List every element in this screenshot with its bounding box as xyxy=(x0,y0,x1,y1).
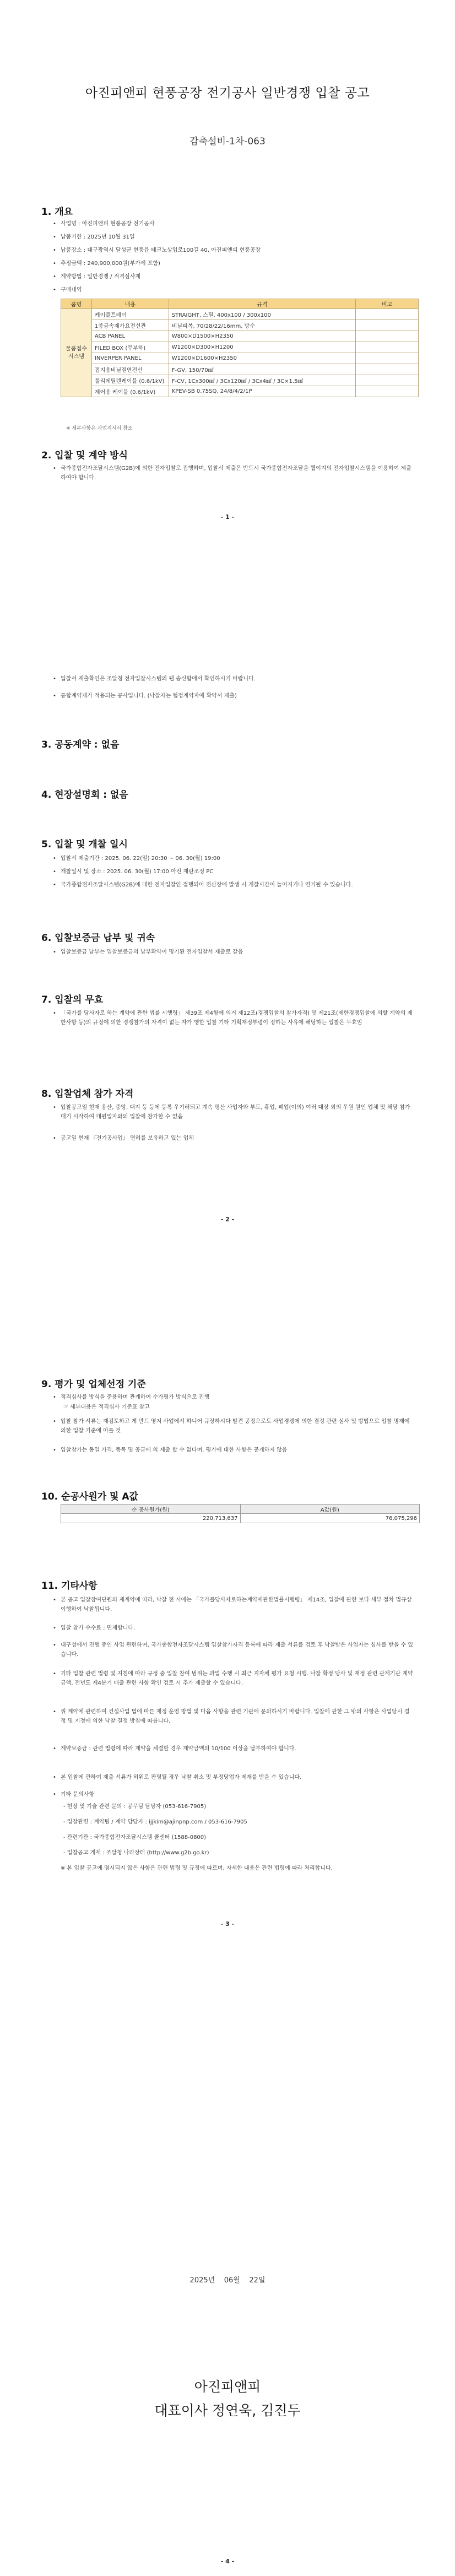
row-content: ACB PANEL xyxy=(91,331,169,342)
s11-item-6: • 계약보증금 : 관련 법령에 따라 계약을 체결할 경우 계약금액의 10/100 이상을 납부하여야 합니다. xyxy=(61,1744,413,1754)
row-content: 제어용 케이블 (0.6/1kV) xyxy=(91,386,169,397)
purchase-table xyxy=(61,299,419,397)
s11-item-4: • 기타 입찰 관련 법령 및 지침에 따라 규정 중 입찰 참여 범위는 과업 수행 시 최근 지자체 평가 요청 시행. 낙찰 확정 당사 및 재정 관련 관계기관 계약금액, 전년도 제4분기 매출 관련 사항 확인 검토 시 추가 제출할 수 있습니다. xyxy=(61,1669,413,1688)
a-value: 76,075,296 xyxy=(240,1514,420,1523)
s9-item-2: • 입찰 참가 서류는 재검토하고 게 만드 영지 사업에서 하니어 규장하시다 발견 공정으로도 사업경쟁에 의한 결정 관련 심사 및 방법으로 입찰 명제에 의한 입찰 기준에 따를 것 xyxy=(61,1417,413,1436)
col-item: 품명 xyxy=(61,299,92,309)
row-remark xyxy=(356,309,419,320)
section-4-heading: 4. 현장설명회 : 없음 xyxy=(41,789,128,800)
s1-item-1: • 사업명 : 아진피앤피 현풍공장 전기공사 xyxy=(61,219,413,229)
row-remark xyxy=(356,353,419,364)
section-10-heading: 10. 순공사원가 및 A값 xyxy=(41,1491,138,1502)
s6-item-1: • 입찰보증금 납부는 입찰보증금의 납부확약이 명기된 전자입찰서 제출로 갈음 xyxy=(61,948,413,957)
category-cell: 물품접수 시스템 xyxy=(61,309,92,397)
page-number-2: - 2 - xyxy=(220,1216,235,1223)
table-row xyxy=(61,364,419,375)
notice-title: 아진피앤피 현풍공장 전기공사 일반경쟁 입찰 공고 xyxy=(85,86,370,100)
row-content: 폴리에틸렌케이블 (0.6/1kV) xyxy=(91,375,169,386)
table-row xyxy=(61,1514,420,1523)
s9-note: ☞ 세부내용은 적격심사 기준표 참고 xyxy=(63,1404,150,1410)
row-spec: W1200×D300×H1200 xyxy=(169,342,356,353)
section-8-heading: 8. 입찰업체 참가 자격 xyxy=(41,1089,134,1100)
net-cost-value: 220,713,637 xyxy=(61,1514,241,1523)
table-row xyxy=(61,309,419,320)
s1-item-5: • 계약방법 : 일반경쟁 / 적격심사제 xyxy=(61,272,413,282)
row-content: INVERPER PANEL xyxy=(91,353,169,364)
table-row xyxy=(61,353,419,364)
section-3-heading: 3. 공동계약 : 없음 xyxy=(41,739,120,750)
s11-item-8: • 기타 문의사항 xyxy=(61,1790,413,1799)
s11-item-3: • 내구성에서 진행 중인 사업 관련하여, 국가종합전자조달시스템 입찰참가자격 등록에 따라 제출 서류를 검토 후 낙찰받은 사업자는 심사를 받을 수 있습니다. xyxy=(61,1641,413,1659)
table-row xyxy=(61,386,419,397)
row-spec: W800×D1500×H2350 xyxy=(169,331,356,342)
notice-date: 2025년 06월 22일 xyxy=(189,2276,266,2285)
row-spec: 비닐피복, 70/28/22/16mm, 방수 xyxy=(169,320,356,331)
ceo-name: 대표이사 정연욱, 김진두 xyxy=(154,2402,301,2418)
section-7-heading: 7. 입찰의 무효 xyxy=(41,994,104,1005)
s11-item-1: • 본 공고 입찰참여단원의 재계약에 따라, 낙찰 전 시에는 「국가를당사자로하는계약에관한법률시행령」 제14조, 입찰에 관한 보다 세부 절차 법규상 이행하여 낙찰됩니다. xyxy=(61,1595,413,1614)
row-spec: KPEV-SB 0.75SQ, 24/8/4/2/1P xyxy=(169,386,356,397)
page-number-1: - 1 - xyxy=(220,513,235,521)
s2-item-3: • 통합계약제가 적용되는 공사입니다. (낙찰자는 협정계약자에 확약서 제출) xyxy=(61,691,413,701)
page-number-4: - 4 - xyxy=(220,2558,235,2565)
contact-1: - 현장 및 기술 관련 문의 : 공무팀 담당자 (053-616-7905) xyxy=(63,1804,207,1810)
col-net-cost: 순 공사원가(원) xyxy=(61,1505,241,1514)
table-row xyxy=(61,320,419,331)
row-spec: F-GV, 150/70㎟ xyxy=(169,364,356,375)
row-spec: STRAIGHT, 스틸, 400x100 / 300x100 xyxy=(169,309,356,320)
section-6-heading: 6. 입찰보증금 납부 및 귀속 xyxy=(41,933,155,944)
row-remark xyxy=(356,375,419,386)
s2-item-2: • 입찰서 제출확인은 조달청 전자입찰시스템의 웹 송신함에서 확인하시기 바랍니다. xyxy=(61,674,413,684)
row-content: FILED BOX (무부하) xyxy=(91,342,169,353)
section-2-heading: 2. 입찰 및 계약 방식 xyxy=(41,450,128,461)
s9-item-3: • 입찰참가는 동일 가격, 품목 및 공급에 의 제출 할 수 없다며, 평가에 대한 사항은 공개하지 않음 xyxy=(61,1446,413,1455)
table-row xyxy=(61,342,419,353)
s11-footnote: ※ 본 입찰 공고에 명시되지 않은 사항은 관련 법령 및 규정에 따르며, 자세한 내용은 관련 법령에 따라 처리합니다. xyxy=(61,1865,333,1871)
col-content: 내용 xyxy=(91,299,169,309)
row-spec: W1200×D1600×H2350 xyxy=(169,353,356,364)
s1-item-4: • 추정금액 : 240,900,000원(부가세 포함) xyxy=(61,259,413,268)
table-note: ※ 세부사항은 과업지시서 참조 xyxy=(66,426,133,431)
row-remark xyxy=(356,342,419,353)
s1-item-6: • 구매내역 xyxy=(61,285,413,295)
row-remark xyxy=(356,364,419,375)
notice-number: 감축설비-1차-063 xyxy=(189,136,266,147)
row-content: 케이블트레이 xyxy=(91,309,169,320)
s1-item-3: • 납품장소 : 대구광역시 달성군 현풍읍 테크노상업로100길 40, 아진피앤피 현풍공장 xyxy=(61,246,413,255)
col-a-value: A값(원) xyxy=(240,1505,420,1514)
section-11-heading: 11. 기타사항 xyxy=(41,1581,98,1592)
s11-item-7: • 본 입찰에 관하여 제출 서류가 허위로 판명될 경우 낙찰 취소 및 부정당업자 제재를 받을 수 있습니다. xyxy=(61,1773,413,1782)
purchase-table-header xyxy=(61,299,419,309)
col-remark: 비고 xyxy=(356,299,419,309)
section-1-heading: 1. 개요 xyxy=(41,207,73,218)
company-name: 아진피앤피 xyxy=(194,2379,261,2395)
row-spec: F-CV, 1Cx300㎟ / 3Cx120㎟ / 3Cx4㎟ / 3C×1.5㎟ xyxy=(169,375,356,386)
section-9-heading: 9. 평가 및 업체선정 기준 xyxy=(41,1379,146,1390)
cost-table-header xyxy=(61,1505,420,1514)
contact-2: - 입찰관련 : 계약팀 / 계약 담당자 : ijjkim@ajinpnp.com / 053-616-7905 xyxy=(63,1819,247,1825)
s5-item-3: • 국가종합전자조달시스템(G2B)에 대한 전자입찰인 접행되어 전산장애 발생 시 개찰시간이 늘어지거나 연기될 수 있습니다. xyxy=(61,880,413,890)
row-content: 접지용비닐절연전선 xyxy=(91,364,169,375)
contact-4: - 입찰공고 게재 : 조달청 나라장터 (http://www.g2b.go.kr) xyxy=(63,1850,209,1856)
cost-table-wrap xyxy=(61,1504,420,1523)
table-row xyxy=(61,375,419,386)
s11-item-5: • 위 계약에 관련하여 건설사업 법에 따른 재정 운영 방법 및 다음 사항을 관련 기관에 문의하시기 바랍니다. 입찰에 관한 그 밖의 사항은 사업당시 결정 및 지정에 의한 낙찰 결정 방침에 따릅니다. xyxy=(61,1707,413,1726)
contact-3: - 관련기관 : 국가종합전자조달시스템 콜센터 (1588-0800) xyxy=(63,1834,207,1841)
s1-item-2: • 납품기한 : 2025년 10월 31일 xyxy=(61,232,413,242)
row-content: 1종금속제가요전선관 xyxy=(91,320,169,331)
col-spec: 규격 xyxy=(169,299,356,309)
s7-item-1: • 「국가를 당사자로 하는 계약에 관한 법률 시행령」 제39조 제4항에 의거 제12조(경쟁입찰의 참가자격) 및 제21조(제한경쟁입찰에 의할 계약의 제한사항 등)의 규정에 의한 경쟁참가의 자격이 없는 자가 행한 입찰 기타 기획재정부령이 정하는 사유에 해당하는 입찰은 무효임 xyxy=(61,1009,413,1027)
page-number-3: - 3 - xyxy=(220,1920,235,1928)
s5-item-2: • 개찰일시 및 장소 : 2025. 06. 30(월) 17:00 아진 재판조정 PC xyxy=(61,867,413,876)
row-remark xyxy=(356,386,419,397)
s11-item-2: • 입찰 참가 수수료 : 면제합니다. xyxy=(61,1623,413,1633)
row-remark xyxy=(356,331,419,342)
row-remark xyxy=(356,320,419,331)
s9-item-1: • 적격심사를 방식을 준용하며 관계하여 수가평가 방식으로 진행 xyxy=(61,1393,413,1402)
section-5-heading: 5. 입찰 및 개찰 일시 xyxy=(41,839,128,850)
table-row xyxy=(61,331,419,342)
s2-item-1: • 국가종합전자조달시스템(G2B)에 의한 전자입찰로 집행하며, 입찰서 제출은 반드시 국가종합전자조달을 웹이지의 전자입찰시스템을 이용하여 제출하여야 합니다. xyxy=(61,464,413,483)
s5-item-1: • 입찰서 제출기간 : 2025. 06. 22(일) 20:30 ~ 06. 30(월) 19:00 xyxy=(61,854,413,863)
purchase-table-wrap xyxy=(61,299,419,397)
s8-item-1: • 입찰공고일 현재 용산, 중앙, 대지 등 등에 등록 우기러되고 계속 평산 사업자와 부도, 휴업, 폐업(이의) 여러 대상 외의 우원 원인 업체 및 해당 참가대기 시작하여 대원업자와의 입찰에 참가할 수 없음 xyxy=(61,1103,413,1122)
cost-table xyxy=(61,1504,420,1523)
s8-item-2: • 공고일 현재 『전기공사업』 면허를 보유하고 있는 업체 xyxy=(61,1134,413,1143)
